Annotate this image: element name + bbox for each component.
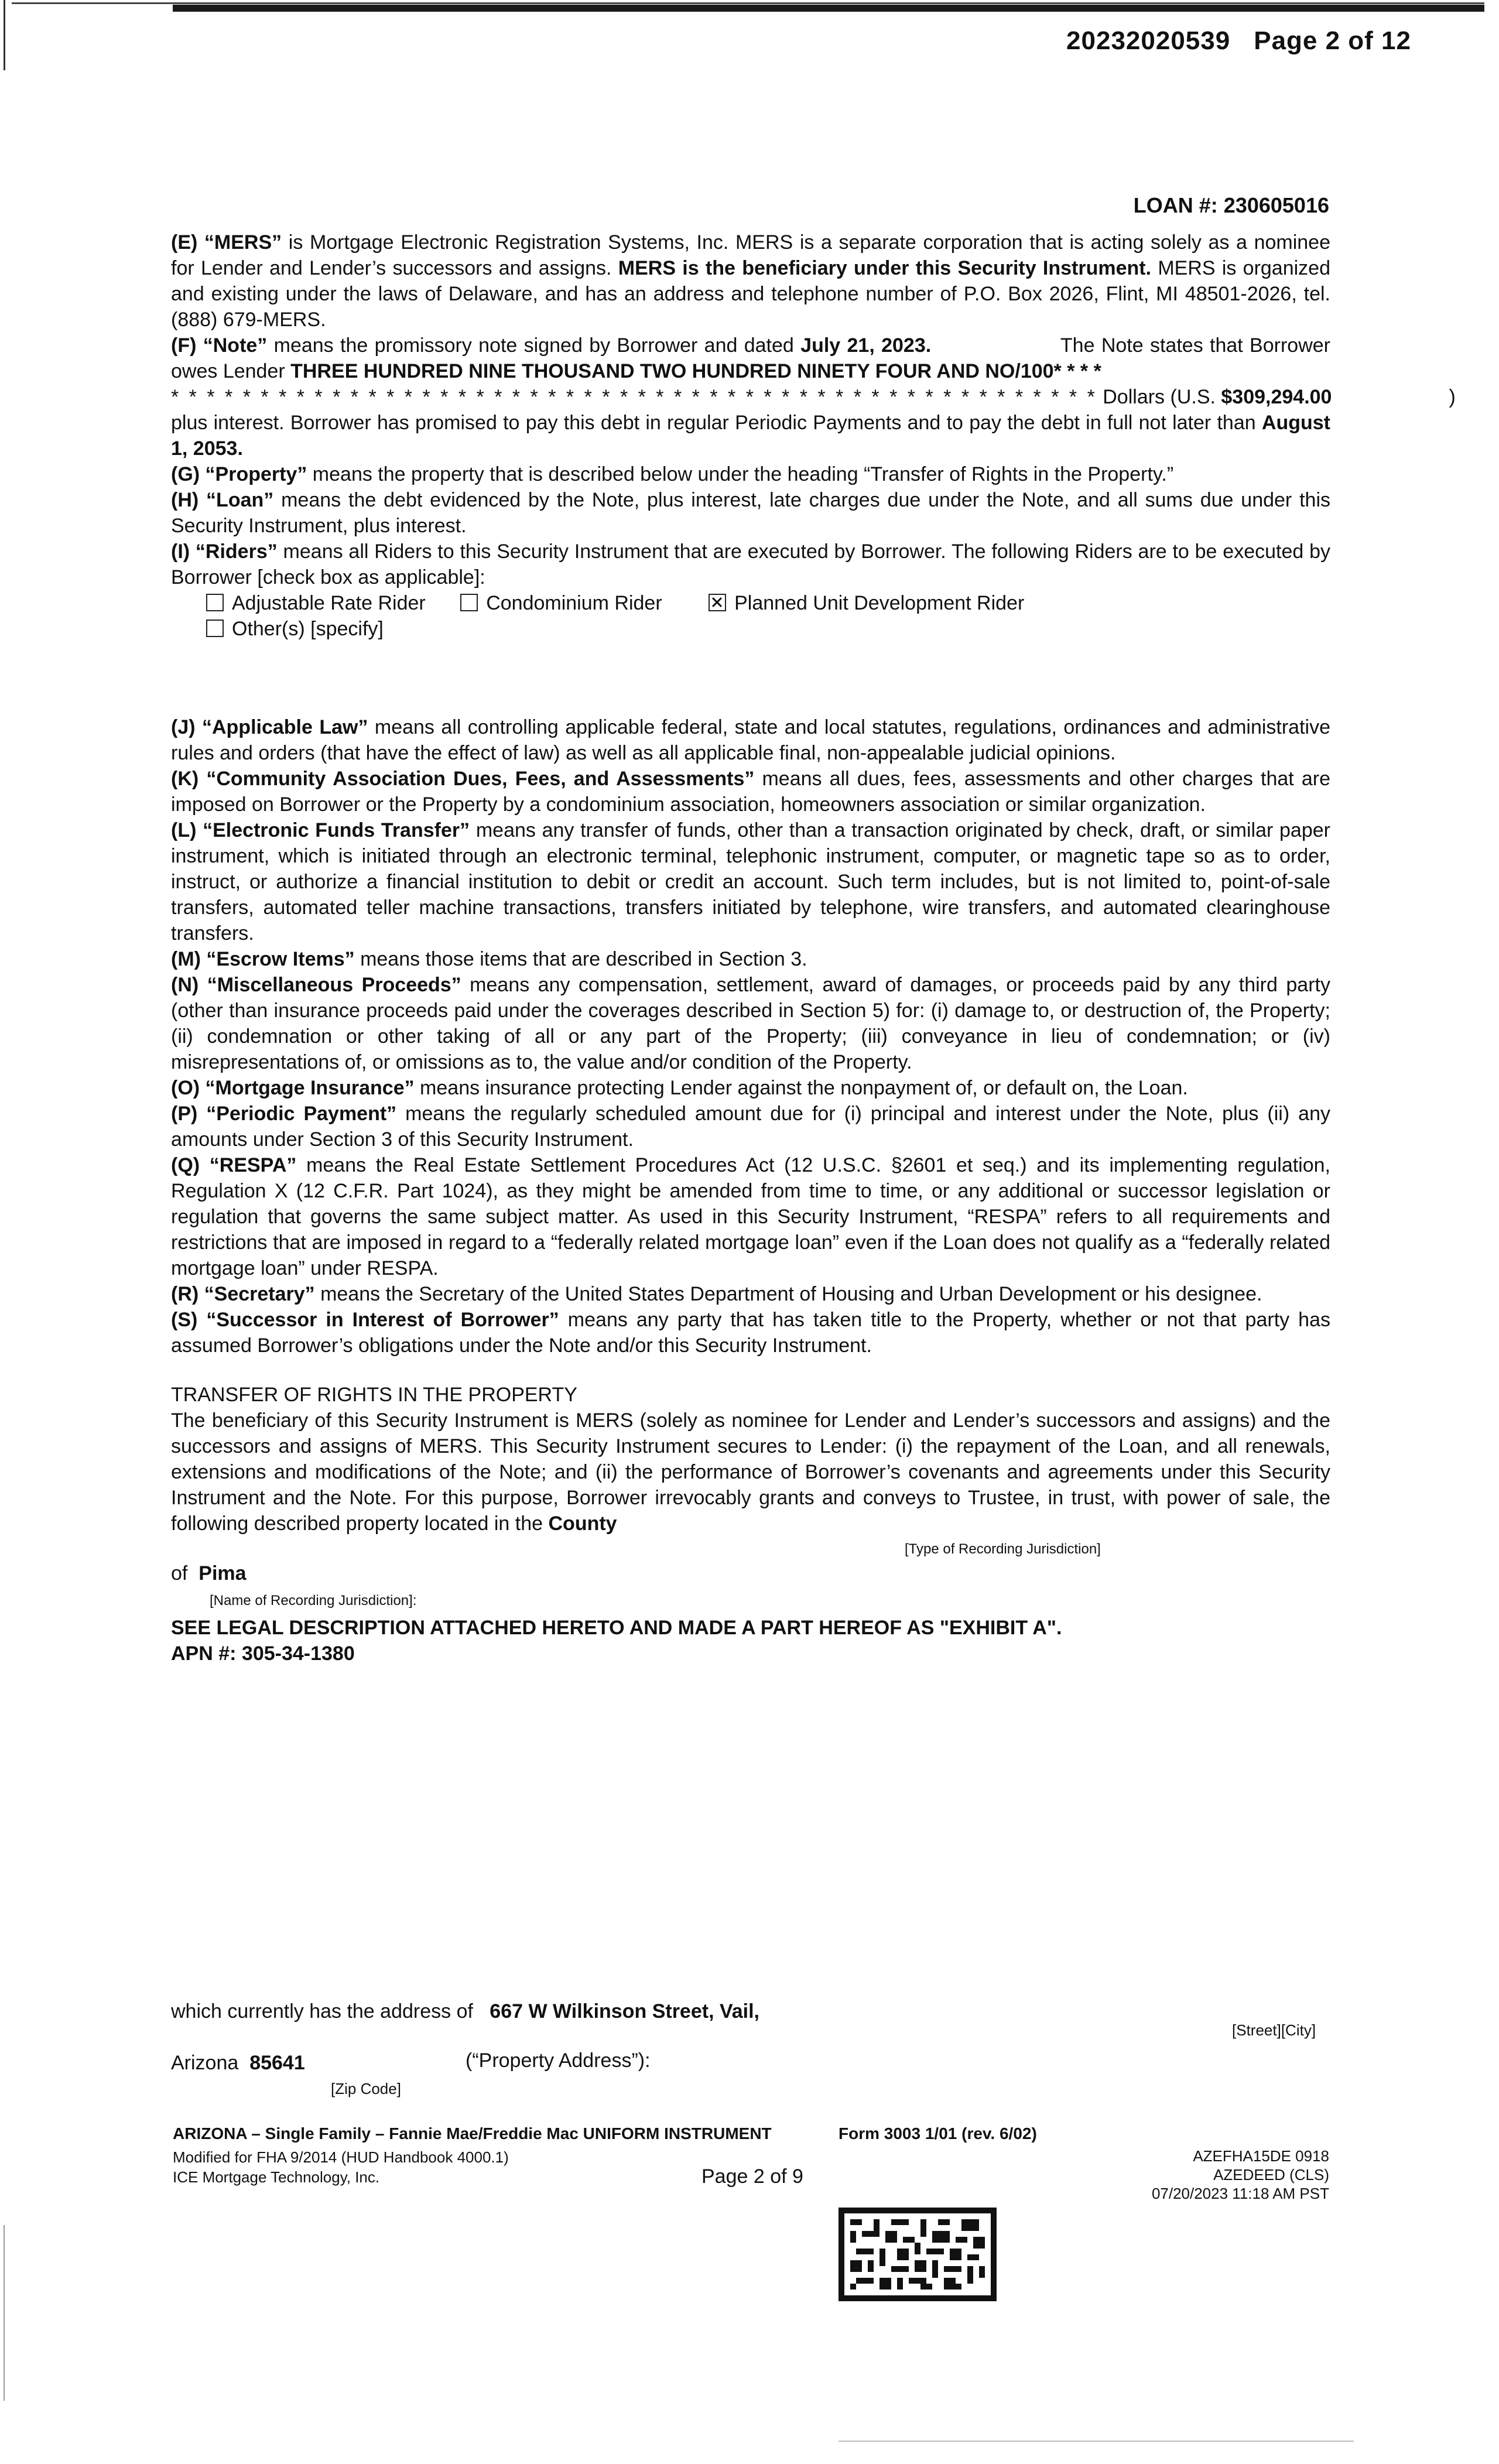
definition-text: means those items that are described in Section 3. [354,948,807,970]
definition-term: (M) “Escrow Items” [171,948,355,970]
street-city-caption: [Street][City] [1232,2021,1316,2039]
top-scan-bar [173,5,1484,12]
definitions-block-2 [171,714,1330,1358]
of-label: of [171,1562,188,1585]
checkbox-checked-icon[interactable] [709,594,726,611]
definition-term: (K) “Community Association Dues, Fees, and Assessments” [171,768,755,790]
definition-text: MERS is organized and existing under the laws of Delaware, and has an address and telephone number of P.O. Box 2026, Flint, MI 48501-2026, tel. (888) 679-MERS. [171,257,1330,331]
jurisdiction-type: County [548,1512,617,1535]
zip-code: 85641 [249,2052,305,2074]
rider-others[interactable] [206,616,384,642]
definition-term: (Q) “RESPA” [171,1154,297,1176]
definition-term: (L) “Electronic Funds Transfer” [171,819,470,841]
checkbox-icon[interactable] [460,594,478,611]
definition-text: means the promissory note signed by Borrower and dated [267,334,801,357]
checkbox-icon[interactable] [206,620,224,637]
zip-caption: [Zip Code] [331,2080,401,2097]
definition-f-cont [171,410,1330,461]
footer-vendor: ICE Mortgage Technology, Inc. [173,2168,380,2186]
rider-label: Other(s) [specify] [232,618,384,640]
definition-h [171,487,1330,539]
definition-bold-text: MERS is the beneficiary under this Security Instrument. [618,257,1152,279]
address-line [171,2000,759,2023]
bottom-scan-line [839,2441,1354,2442]
definition-text: means the Real Estate Settlement Procedures Act (12 U.S.C. §2601 et seq.) and its implementing regulation, Regulation X (12 C.F.R. Part 1024), as they might be amended from time to time, or any additional or successor legislation or regulation that governs the same subject matter. As used in this Security Instrument, “RESPA” refers to all requirements and restrictions that are imposed in regard to a “federally related mortgage loan” even if the Loan does not qualify as a “federally related mortgage loan” under RESPA. [171,1154,1330,1279]
rider-label: Planned Unit Development Rider [734,592,1025,614]
left-scan-edge-lower [4,2225,5,2401]
rider-planned-unit-development[interactable] [709,590,1024,616]
footer-code-1: AZEFHA15DE 0918 [1193,2147,1329,2165]
definition-term: (F) “Note” [171,334,268,357]
definition-text: The Note states that Borrower owes Lender [171,334,1330,382]
definition-text: is Mortgage Electronic Registration Systems, Inc. MERS is a separate corporation that is acting solely as a nominee for Lender and Lender’s successors and assigns. [171,231,1331,279]
note-date: July 21, 2023. [800,334,932,357]
amount-numeric: $309,294.00 [1221,386,1332,408]
definition-term: (G) “Property” [171,463,307,485]
maturity-date: August 1, 2053. [171,412,1330,460]
dollars-label: Dollars (U.S. [1097,386,1221,408]
definitions-block-1 [171,230,1456,642]
type-of-jurisdiction-caption: [Type of Recording Jurisdiction] [905,1541,1101,1557]
street-city: 667 W Wilkinson Street, Vail, [490,2000,760,2022]
definition-n [171,972,1330,1075]
amount-in-words: THREE HUNDRED NINE THOUSAND TWO HUNDRED NINETY FOUR AND NO/100* * * * [290,360,1101,382]
top-edge-line [12,2,1484,4]
definition-s [171,1307,1330,1358]
address-intro: which currently has the address of [171,2000,473,2022]
footer-instrument-title [173,2124,772,2143]
definition-term: (J) “Applicable Law” [171,716,368,738]
definition-r [171,1281,1330,1307]
footer-code-2: AZEDEED (CLS) [1213,2166,1329,2184]
definition-text: means insurance protecting Lender against the nonpayment of, or default on, the Loan. [414,1077,1188,1099]
state-name: Arizona [171,2052,239,2074]
transfer-heading: TRANSFER OF RIGHTS IN THE PROPERTY [171,1384,577,1406]
footer-timestamp: 07/20/2023 11:18 AM PST [1151,2185,1329,2202]
definition-text: means the Secretary of the United States Department of Housing and Urban Development or his designee. [314,1283,1262,1305]
definition-text: means all dues, fees, assessments and other charges that are imposed on Borrower or the Property by a condominium association, homeowners association or similar organization. [171,768,1330,816]
definition-text: means the property that is described below under the heading “Transfer of Rights in the Property.” [307,463,1174,485]
definition-k [171,766,1330,817]
barcode-icon [839,2208,997,2301]
definition-text: means any compensation, settlement, award of damages, or proceeds paid by any third party (other than insurance proceeds paid under the coverages described in Section 5) for: (i) damage to, or destruction of, the Property; (ii) condemnation or other taking of all or any part of the Property; (iii) conveyance in lieu of condemnation; or (iv) misrepresentations of, or omissions as to, the value and/or condition of the Property. [171,974,1330,1073]
apn-number: APN #: 305-34-1380 [171,1642,355,1665]
definition-term: (H) “Loan” [171,489,274,511]
footer-form-number: Form 3003 1/01 (rev. 6/02) [839,2124,1037,2143]
legal-description: SEE LEGAL DESCRIPTION ATTACHED HERETO AND MADE A PART HEREOF AS "EXHIBIT A". [171,1617,1062,1639]
definition-term: (P) “Periodic Payment” [171,1103,397,1125]
definition-term: (N) “Miscellaneous Proceeds” [171,974,461,996]
page-header [1043,26,1411,56]
definition-text: means any party that has taken title to the Property, whether or not that party has assumed Borrower’s obligations under the Note and/or this Security Instrument. [171,1309,1331,1357]
footer-codes [1152,2147,1329,2203]
footer-page-number: Page 2 of 9 [701,2165,803,2188]
definition-m [171,946,1330,972]
property-address-label: (“Property Address”): [466,2049,651,2072]
document-number: 20232020539 [1066,26,1231,55]
definition-j [171,714,1330,766]
definition-term: (R) “Secretary” [171,1283,315,1305]
definition-l [171,817,1330,946]
definition-text: means all Riders to this Security Instrument that are executed by Borrower. The following Riders are to be executed by Borrower [check box as applicable]: [171,540,1330,588]
definition-term: (E) “MERS” [171,231,282,254]
definition-e [171,230,1330,333]
left-scan-edge [4,0,5,70]
definition-f [171,333,1330,384]
definition-text: means any transfer of funds, other than a transaction originated by check, draft, or similar paper instrument, which is initiated through an electronic terminal, telephonic instrument, computer, or magnetic tape so as to order, instruct, or authorize a financial institution to debit or credit an account. Such term includes, but is not limited to, point-of-sale transfers, automated teller machine transactions, transfers initiated by telephone, wire transfers, and automated clearinghouse transfers. [171,819,1330,944]
rider-label: Condominium Rider [486,592,662,614]
transfer-text [171,1408,1330,1536]
definition-i [171,539,1330,590]
definition-q [171,1152,1330,1281]
footer-title-text: ARIZONA – Single Family – Fannie Mae/Freddie Mac UNIFORM INSTRUMENT [173,2124,772,2143]
state-line [171,2052,305,2075]
jurisdiction-name: Pima [199,1562,247,1585]
definition-term: (S) “Successor in Interest of Borrower” [171,1309,559,1331]
definition-text: means the regularly scheduled amount due for (i) principal and interest under the Note, plus (ii) any amounts under Section 3 of this Security Instrument. [171,1103,1330,1151]
definition-text: plus interest. Borrower has promised to pay this debt in regular Periodic Payments and to pay the debt in full not later than [171,412,1262,434]
footer-modified: Modified for FHA 9/2014 (HUD Handbook 4000.1) [173,2148,509,2166]
rider-checkboxes [206,590,1330,642]
transfer-body: The beneficiary of this Security Instrument is MERS (solely as nominee for Lender and Lender’s successors and assigns) and the successors and assigns of MERS. This Security Instrument secures to Lender: (i) the repayment of the Loan, and all renewals, extensions and modifications of the Note; and (ii) the performance of Borrower’s covenants and agreements under this Security Instrument and the Note. For this purpose, Borrower irrevocably grants and conveys to Trustee, in trust, with power of sale, the following described property located in the [171,1409,1330,1535]
definition-o [171,1075,1330,1101]
name-of-jurisdiction-caption: [Name of Recording Jurisdiction]: [210,1593,417,1609]
loan-number: LOAN #: 230605016 [1133,193,1329,217]
amount-line [171,384,1456,410]
jurisdiction-line [171,1562,247,1585]
amount-close-paren: ) [1449,386,1456,408]
page-count: Page 2 of 12 [1254,26,1411,55]
definition-text: means the debt evidenced by the Note, plus interest, late charges due under the Note, and all sums due under this Security Instrument, plus interest. [171,489,1331,537]
definition-p [171,1101,1330,1152]
definition-text: means all controlling applicable federal, state and local statutes, regulations, ordinances and administrative rules and orders (that have the effect of law) as well as all applicable final, non-appealable judicial opinions. [171,716,1330,764]
rider-condominium[interactable] [460,590,662,616]
rider-adjustable-rate[interactable] [206,590,426,616]
rider-label: Adjustable Rate Rider [232,592,426,614]
transfer-of-rights [171,1382,1330,1536]
amount-fill-stars: * * * * * * * * * * * * * * * * * * * * * * * * * * * * * * * * * * * * * * * * * * * * * * * * * * * * [171,386,1097,408]
definition-term: (I) “Riders” [171,540,278,563]
definition-term: (O) “Mortgage Insurance” [171,1077,415,1099]
definition-g [171,461,1330,487]
checkbox-icon[interactable] [206,594,224,611]
